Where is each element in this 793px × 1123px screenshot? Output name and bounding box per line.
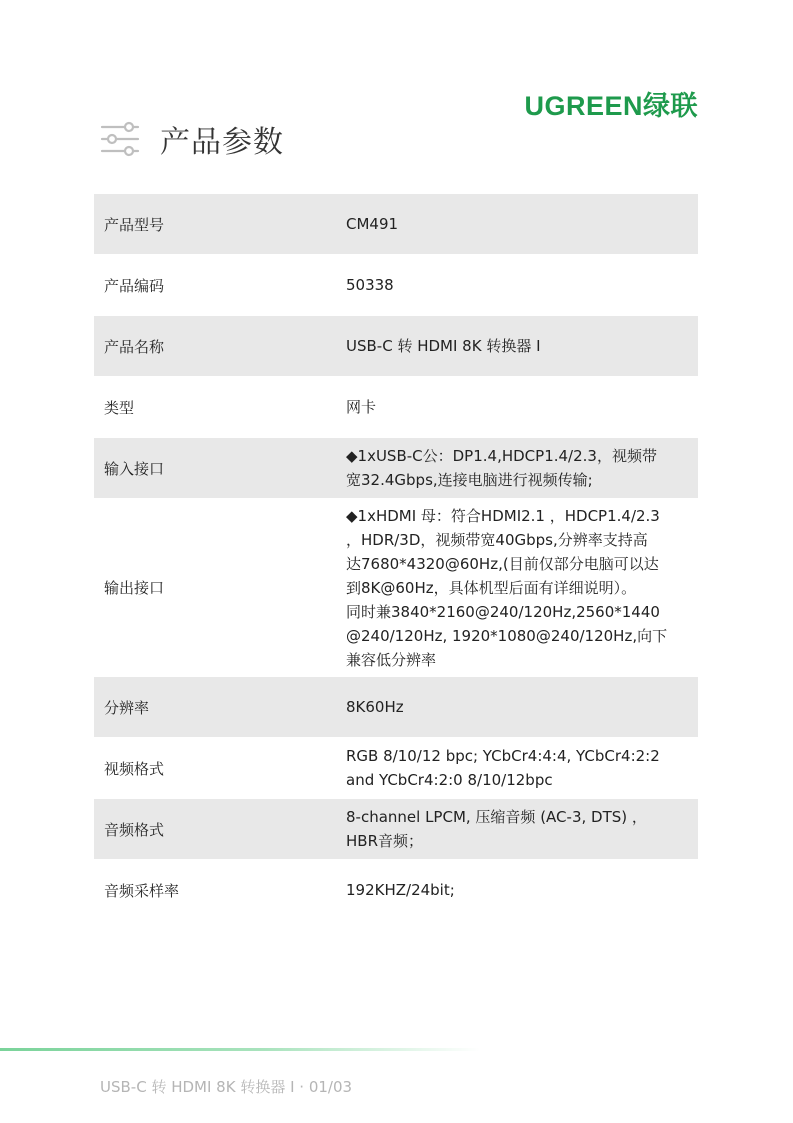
spec-key: 产品编码: [104, 276, 165, 295]
page-title: 产品参数: [160, 125, 284, 160]
ugreen-logo: UGREEN绿联: [524, 91, 698, 121]
spec-value: USB-C 转 HDMI 8K 转换器 I: [346, 337, 541, 355]
spec-row-sample-rate: [94, 860, 698, 921]
footer-divider: [0, 1048, 480, 1051]
spec-key: 输入接口: [104, 459, 165, 478]
spec-row-model: [94, 194, 698, 255]
spec-row-code: [94, 255, 698, 316]
spec-row-resolution: [94, 677, 698, 738]
spec-value: ◆1xUSB-C公：DP1.4,HDCP1.4/2.3，视频带 宽32.4Gbps,连接电脑进行视频传输;: [346, 447, 657, 489]
spec-key: 视频格式: [104, 759, 165, 778]
spec-value: ◆1xHDMI 母：符合HDMI2.1 ，HDCP1.4/2.3 ，HDR/3D，视频带宽40Gbps,分辨率支持高 达7680*4320@60Hz,(目前仅部分电脑可以达 到8K@60Hz，具体机型后面有详细说明）。 同时兼3840*2160@240/120Hz,2560*1440 @240/120Hz, 1920*1080@240/120Hz,向下 兼容低分辨率: [346, 506, 668, 669]
spec-value: RGB 8/10/12 bpc; YCbCr4:4:4, YCbCr4:2:2 and YCbCr4:2:0 8/10/12bpc: [346, 747, 660, 789]
spec-value: 网卡: [346, 398, 377, 416]
spec-table: [94, 194, 698, 921]
spec-key: 产品名称: [104, 337, 165, 356]
footer-page-label: USB-C 转 HDMI 8K 转换器 I · 01/03: [100, 1078, 353, 1096]
sliders-icon: [100, 119, 140, 159]
page-header: [100, 119, 284, 159]
spec-row-video-format: [94, 738, 698, 799]
spec-row-input: [94, 438, 698, 499]
spec-key: 分辨率: [104, 698, 150, 717]
spec-value: 50338: [346, 276, 394, 294]
spec-value: 8-channel LPCM, 压缩音频 (AC-3, DTS) ， HBR音频；: [346, 808, 647, 850]
spec-row-output: [94, 499, 698, 677]
spec-row-name: [94, 316, 698, 377]
spec-key: 音频格式: [104, 820, 165, 839]
spec-row-audio-format: [94, 799, 698, 860]
spec-key: 产品型号: [104, 215, 165, 234]
spec-value: CM491: [346, 215, 399, 233]
spec-key: 音频采样率: [104, 881, 180, 900]
spec-key: 输出接口: [104, 579, 165, 597]
spec-row-type: [94, 377, 698, 438]
spec-value: 8K60Hz: [346, 698, 404, 716]
spec-value: 192KHZ/24bit;: [346, 881, 455, 899]
spec-key: 类型: [104, 398, 135, 417]
